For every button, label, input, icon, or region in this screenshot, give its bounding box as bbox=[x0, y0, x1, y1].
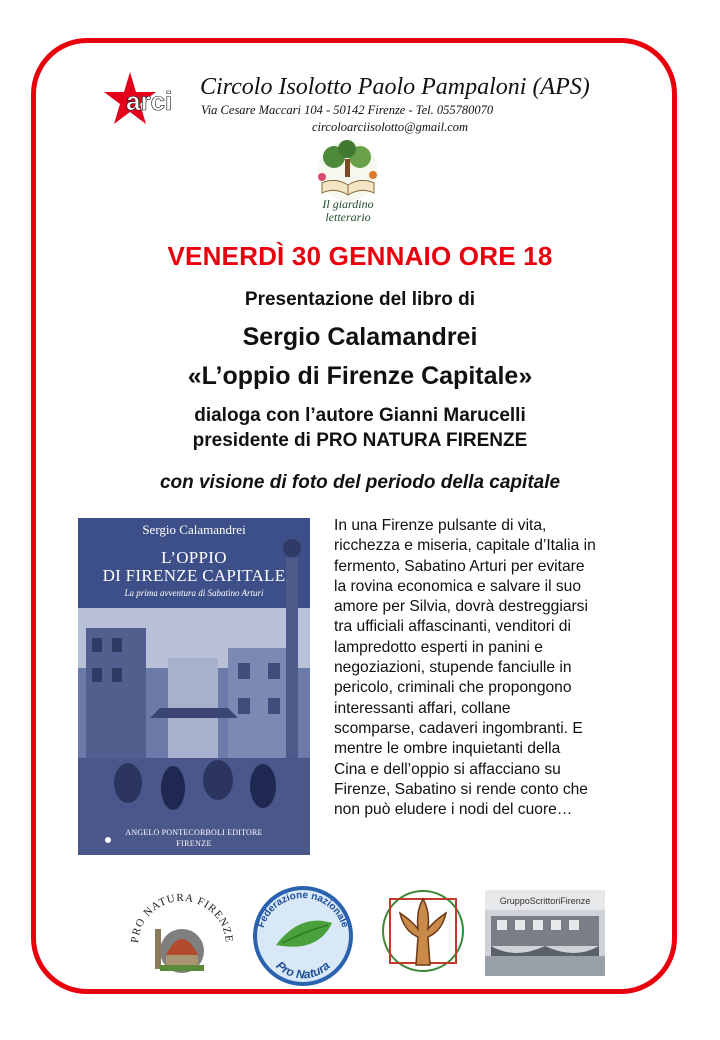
event-date: VENERDÌ 30 GENNAIO ORE 18 bbox=[167, 241, 553, 271]
synopsis-line: tra ufficiali affascinanti, venditori di bbox=[334, 618, 571, 636]
giardino-logo-line1: Il giardino bbox=[322, 197, 374, 211]
synopsis-line: fermento, Sabatino Arturi per evitare bbox=[334, 557, 585, 575]
synopsis-line: scomparse, cadaveri ingombranti. E bbox=[334, 719, 583, 737]
arci-logo bbox=[100, 70, 192, 132]
cover-city: FIRENZE bbox=[176, 839, 212, 848]
cover-author: Sergio Calamandrei bbox=[142, 522, 246, 537]
dialog-line-1: dialoga con l’autore Gianni Marucelli bbox=[194, 405, 526, 426]
presentation-intro: Presentazione del libro di bbox=[244, 289, 476, 310]
synopsis-line: mentre le ombre inquietanti della bbox=[334, 740, 561, 758]
synopsis-line: negoziazioni, stupende fanciulle in bbox=[334, 659, 572, 677]
org-address: Via Cesare Maccari 104 - 50142 Firenze - Tel. 055780070 bbox=[201, 103, 494, 117]
giardino-logo-text bbox=[298, 198, 398, 224]
synopsis-line: lampredotto esperti in panini e bbox=[334, 638, 543, 656]
pro-natura-text: Pro Natura bbox=[273, 958, 333, 982]
synopsis-line: ricchezza e miseria, capitale d’Italia in bbox=[334, 537, 596, 555]
pro-natura-firenze-logo bbox=[126, 883, 238, 977]
gruppo-scrittori-text: GruppoScrittoriFirenze bbox=[499, 896, 591, 906]
synopsis-line: la rovina economica e salvare il suo bbox=[334, 577, 582, 595]
dialog-line-2: presidente di PRO NATURA FIRENZE bbox=[192, 430, 528, 451]
giardino-logo-line2: letterario bbox=[325, 210, 371, 224]
cover-title-line2: DI FIRENZE CAPITALE bbox=[102, 566, 286, 585]
photo-vision-note: con visione di foto del periodo della capitale bbox=[159, 472, 561, 493]
book-cover bbox=[78, 518, 310, 855]
book-title: «L’oppio di Firenze Capitale» bbox=[187, 362, 533, 390]
org-name: Circolo Isolotto Paolo Pampaloni (APS) bbox=[200, 74, 590, 100]
svg-text:arci bbox=[126, 86, 172, 116]
synopsis-line: amore per Silvia, dovrà destreggiarsi bbox=[334, 598, 588, 616]
cover-subtitle: La prima avventura di Sabatino Arturi bbox=[124, 588, 264, 598]
gruppo-scrittori-firenze-logo bbox=[485, 890, 605, 976]
federazione-text: Federazione nazionale bbox=[255, 889, 351, 930]
synopsis-line: Cina e dell’oppio si affacciano su bbox=[334, 760, 561, 778]
book-author: Sergio Calamandrei bbox=[242, 323, 478, 351]
pro-natura-firenze-text: PRO NATURA FIRENZE bbox=[128, 891, 236, 944]
org-email: circoloarciisolotto@gmail.com bbox=[312, 120, 469, 134]
cover-publisher: ANGELO PONTECORBOLI EDITORE bbox=[125, 828, 263, 837]
tree-association-logo bbox=[378, 885, 468, 977]
federazione-pro-natura-logo bbox=[248, 883, 358, 989]
synopsis-line: pericolo, criminali che propongono bbox=[334, 679, 572, 697]
synopsis-line: In una Firenze pulsante di vita, bbox=[334, 517, 547, 534]
book-synopsis bbox=[334, 516, 654, 820]
synopsis-line: interessanti affari, collane bbox=[334, 699, 511, 717]
synopsis-line: Firenze, Sabatino si rende conto che bbox=[334, 780, 588, 798]
arci-logo-text: arci bbox=[126, 86, 173, 116]
cover-title-line1: L’OPPIO bbox=[161, 548, 227, 567]
synopsis-line: non può eludere i nodi del cuore… bbox=[334, 801, 573, 819]
